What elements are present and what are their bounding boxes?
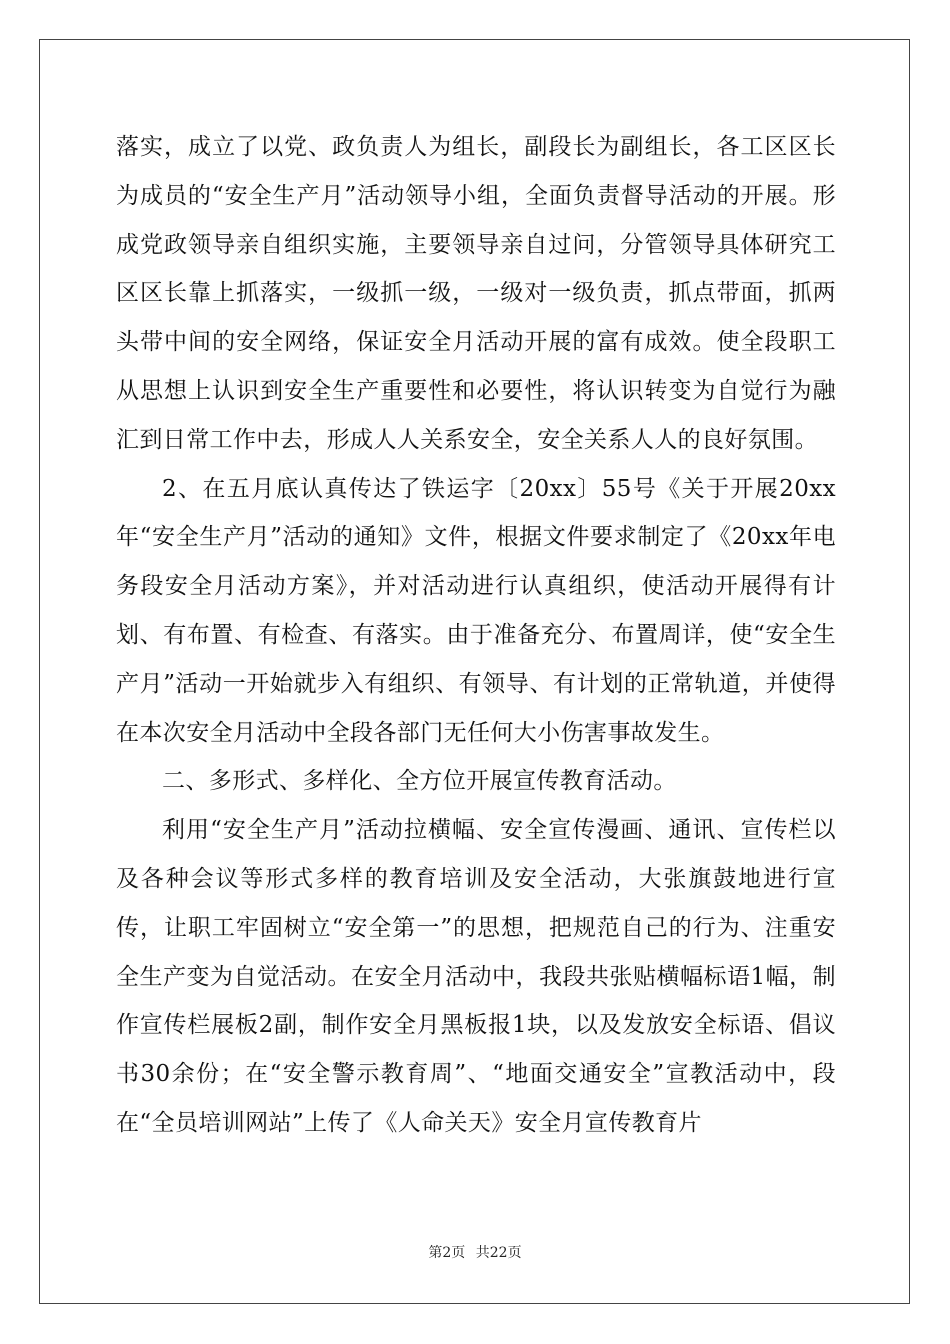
page-total: 共22页: [475, 1245, 522, 1261]
page-number: 第2页: [428, 1245, 466, 1261]
paragraph-2: 2、在五月底认真传达了铁运字〔20xx〕55号《关于开展20xx年“安全生产月”活动的通知》文件，根据文件要求制定了《20xx年电务段安全月活动方案》，并对活动进行认真组织，使活动开展得有计划、有布置、有检查、有落实。由于准备充分、布置周详，使“安全生产月”活动一开始就步入有组织、有领导、有计划的正常轨道，并使得在本次安全月活动中全段各部门无任何大小伤害事故发生。: [116, 475, 836, 746]
paragraph-4: 利用“安全生产月”活动拉横幅、安全宣传漫画、通讯、宣传栏以及各种会议等形式多样的教育培训及安全活动，大张旗鼓地进行宣传，让职工牢固树立“安全第一”的思想，把规范自己的行为、注重安全生产变为自觉活动。在安全月活动中，我段共张贴横幅标语1幅，制作宣传栏展板2副，制作安全月黑板报1块，以及发放安全标语、倡议书30余份；在“安全警示教育周”、“地面交通安全”宣教活动中，段在“全员培训网站”上传了《人命关天》安全月宣传教育片: [116, 817, 836, 1136]
page-footer: [0, 1242, 950, 1262]
section-heading: 二、多形式、多样化、全方位开展宣传教育活动。: [162, 768, 677, 795]
paragraph-1: 落实，成立了以党、政负责人为组长，副段长为副组长，各工区区长为成员的“安全生产月”活动领导小组，全面负责督导活动的开展。形成党政领导亲自组织实施，主要领导亲自过问，分管领导具体研究工区区长靠上抓落实，一级抓一级，一级对一级负责，抓点带面，抓两头带中间的安全网络，保证安全月活动开展的富有成效。使全段职工从思想上认识到安全生产重要性和必要性，将认识转变为自觉行为融汇到日常工作中去，形成人人关系安全，安全关系人人的良好氛围。: [116, 134, 836, 453]
document-body: [116, 123, 836, 1148]
